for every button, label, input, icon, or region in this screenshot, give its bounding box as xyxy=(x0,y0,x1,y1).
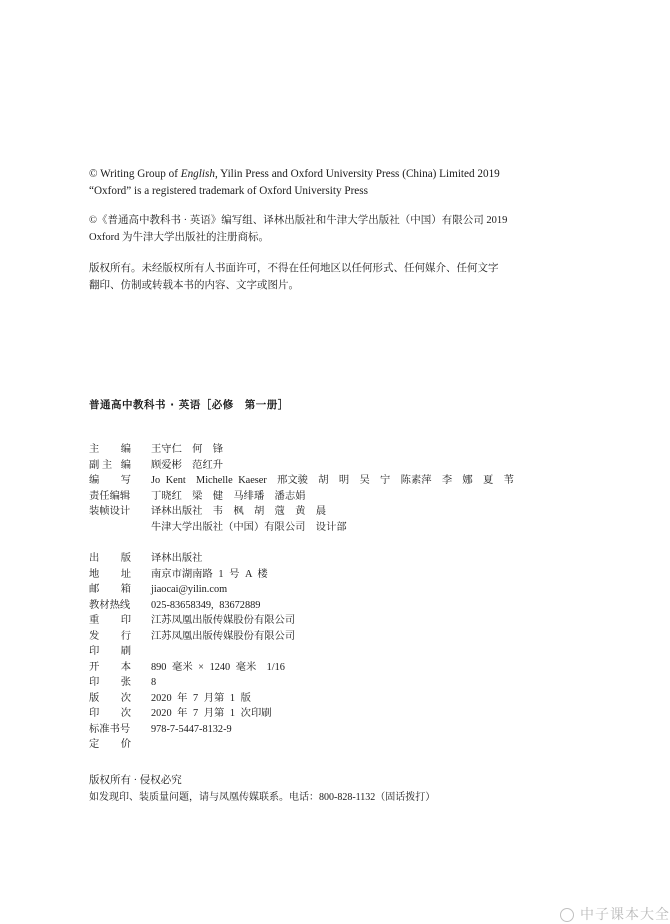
cn-copyright-line: ©《普通高中教科书 · 英语》编写组、译林出版社和牛津大学出版社（中国）有限公司 2019 xyxy=(89,215,508,226)
credit-row-label: 主 编 xyxy=(89,444,131,455)
publication-row-label: 开 本 xyxy=(89,661,131,673)
publication-row-label: 印 张 xyxy=(89,677,131,688)
credit-row xyxy=(89,520,569,536)
credit-row xyxy=(89,504,569,520)
credit-row-label: 装帧设计 xyxy=(89,506,131,517)
credit-row-value: 丁晓红 梁 健 马绯璠 潘志娟 xyxy=(151,490,306,502)
publication-row-value: 译林出版社 xyxy=(151,553,203,564)
cn-trademark-line: Oxford 为牛津大学出版社的注册商标。 xyxy=(89,232,269,243)
publication-row xyxy=(89,706,569,722)
english-copyright xyxy=(89,166,589,200)
publication-row-label: 地 址 xyxy=(89,568,131,580)
publication-row xyxy=(89,675,569,691)
publication-row xyxy=(89,582,569,598)
publication-row-label: 教材热线 xyxy=(89,599,131,611)
credit-row-value: 王守仁 何 锋 xyxy=(151,444,224,455)
publication-row-value: 025-83658349, 83672889 xyxy=(151,599,261,611)
credits-list xyxy=(89,442,569,535)
credit-row-label: 副 主 编 xyxy=(89,459,131,471)
credit-row xyxy=(89,473,569,489)
notice-title: 版权所有 · 侵权必究 xyxy=(89,775,182,786)
credit-row xyxy=(89,458,569,474)
publication-row-value: 南京市湖南路 1 号 A 楼 xyxy=(151,568,268,580)
credit-row-label xyxy=(89,520,151,536)
publication-row xyxy=(89,629,569,645)
publication-row-label: 印 次 xyxy=(89,708,131,719)
publication-row xyxy=(89,644,569,660)
credit-row xyxy=(89,442,569,458)
publication-row xyxy=(89,598,569,614)
credit-row-value: Jo Kent Michelle Kaeser 邢文骏 胡 明 吴 宁 陈素萍 李 娜 夏 苇 xyxy=(151,475,514,486)
chinese-copyright xyxy=(89,212,589,246)
publication-row-label: 定 价 xyxy=(89,739,131,750)
publication-row-value: 江苏凤凰出版传媒股份有限公司 xyxy=(151,630,296,642)
credit-row xyxy=(89,489,569,505)
publication-row-value: 2020 年 7 月第 1 次印刷 xyxy=(151,708,272,719)
credit-row-value: 牛津大学出版社（中国）有限公司 设计部 xyxy=(151,521,347,533)
watermark xyxy=(560,904,670,924)
trademark-line: “Oxford” is a registered trademark of Oxford University Press xyxy=(89,185,368,197)
publication-row-label: 邮 箱 xyxy=(89,584,131,595)
publication-row-label: 发 行 xyxy=(89,630,131,642)
publication-row xyxy=(89,613,569,629)
publication-row xyxy=(89,737,569,753)
publication-info xyxy=(89,551,569,753)
publication-row xyxy=(89,722,569,738)
publication-row-label: 出 版 xyxy=(89,553,131,564)
rights-line-1: 版权所有。未经版权所有人书面许可，不得在任何地区以任何形式、任何媒介、任何文字 xyxy=(89,263,499,274)
credit-row-label: 编 写 xyxy=(89,475,131,486)
publication-row-label: 印 刷 xyxy=(89,646,131,657)
watermark-icon xyxy=(560,908,574,922)
publication-row-value: 2020 年 7 月第 1 版 xyxy=(151,692,251,704)
book-title: 普通高中教科书 · 英语［必修 第一册］ xyxy=(89,399,289,411)
publication-row-label: 版 次 xyxy=(89,692,131,704)
publication-row-value: 江苏凤凰出版传媒股份有限公司 xyxy=(151,615,296,626)
rights-statement xyxy=(89,260,589,294)
publication-row-value: jiaocai@yilin.com xyxy=(151,584,228,595)
copyright-line-1: © Writing Group of English, Yilin Press and Oxford University Press (China) Limited 2019 xyxy=(89,168,500,180)
publication-row-value: 890 毫米 × 1240 毫米 1/16 xyxy=(151,661,285,673)
publication-row-value: 978-7-5447-8132-9 xyxy=(151,723,232,735)
publication-row xyxy=(89,551,569,567)
credit-row-value: 顾爱彬 范红升 xyxy=(151,459,224,471)
publication-row xyxy=(89,567,569,583)
publication-row-label: 标准书号 xyxy=(89,723,131,735)
rights-line-2: 翻印、仿制或转载本书的内容、文字或图片。 xyxy=(89,280,299,291)
credit-row-value: 译林出版社 韦 枫 胡 蔻 黄 晨 xyxy=(151,506,327,517)
publication-row xyxy=(89,660,569,676)
publication-row xyxy=(89,691,569,707)
publication-row-value: 8 xyxy=(151,677,157,688)
publication-row-label: 重 印 xyxy=(89,615,131,626)
watermark-text: 中子课本大全 xyxy=(580,907,670,923)
credit-row-label: 责任编辑 xyxy=(89,490,131,502)
quality-notice: 如发现印、装质量问题，请与凤凰传媒联系。电话：800-828-1132（固话拨打） xyxy=(89,792,436,803)
